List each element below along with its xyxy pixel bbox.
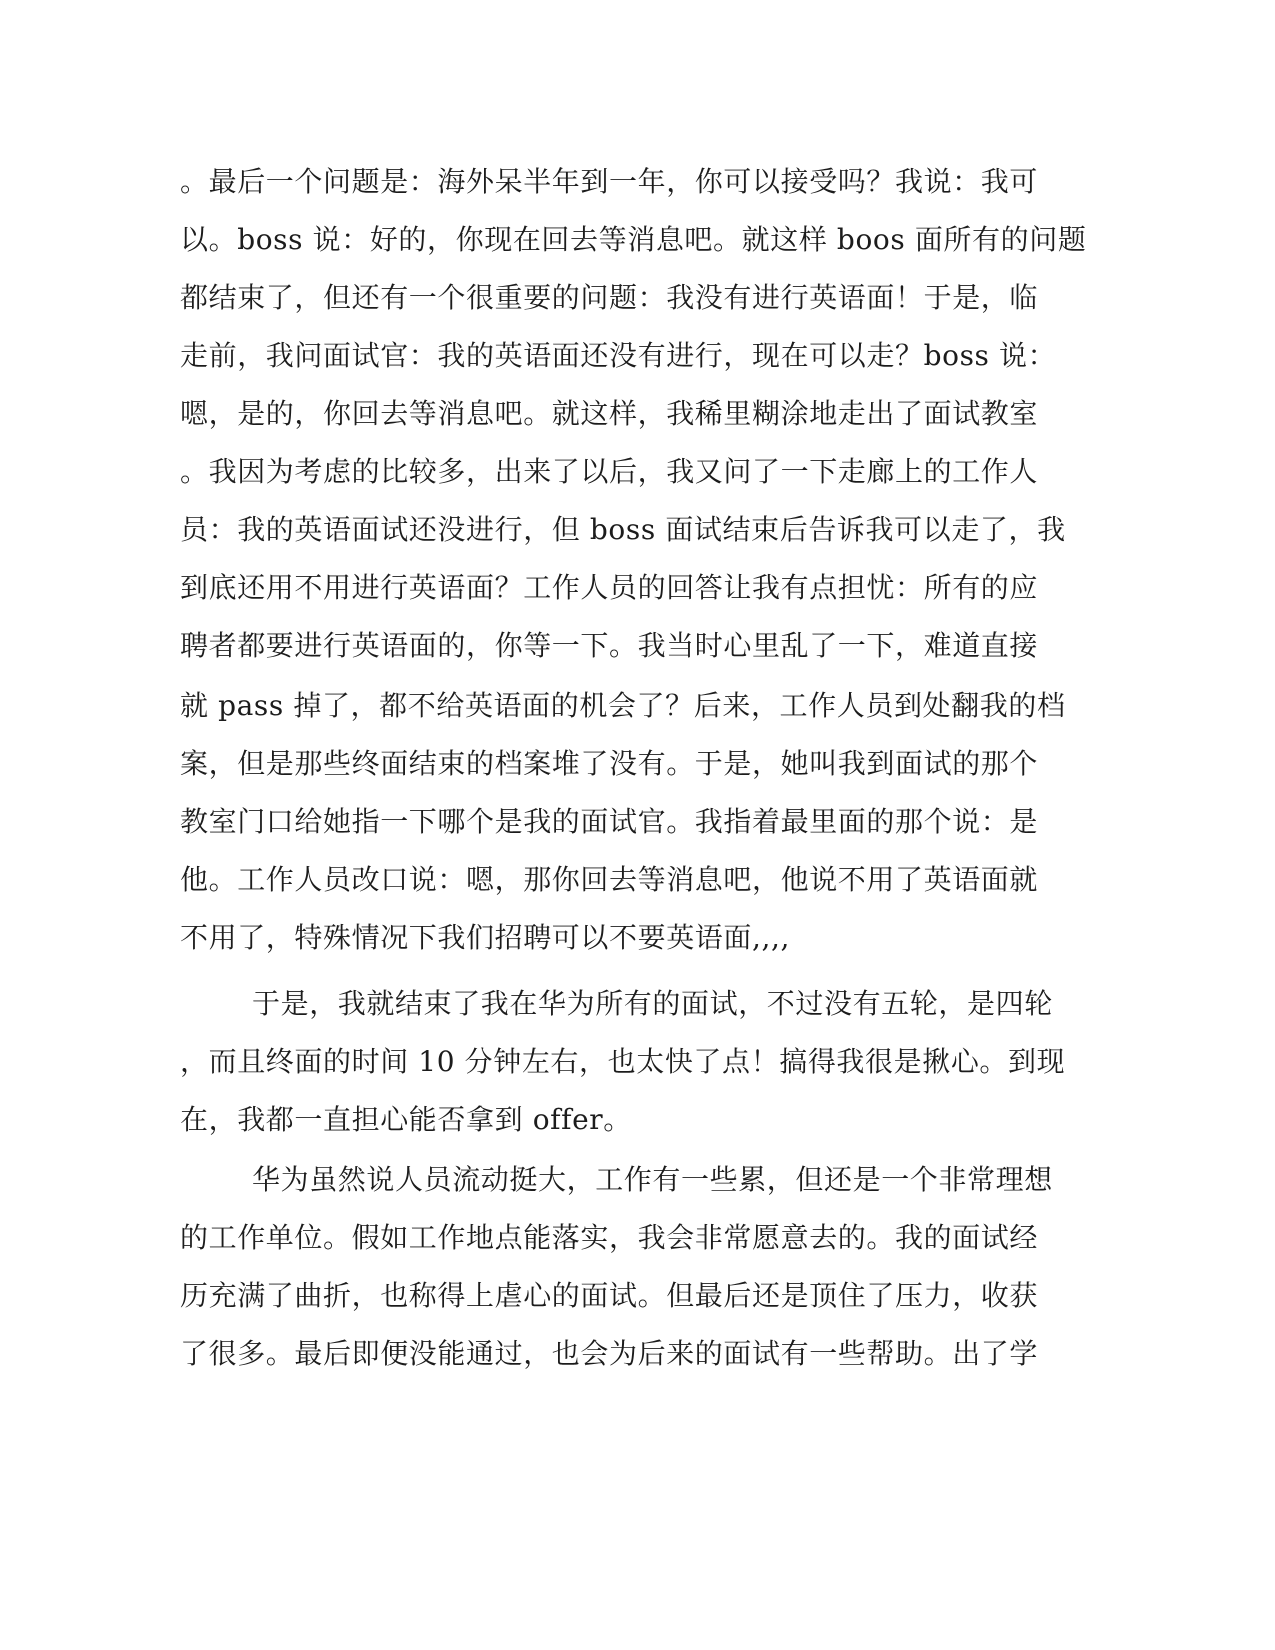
text-line: 的工作单位。假如工作地点能落实，我会非常愿意去的。我的面试经 <box>180 1221 1039 1254</box>
text-line: ，而且终面的时间 10 分钟左右，也太快了点！搞得我很是揪心。到现 <box>180 1045 1066 1078</box>
paragraph-first-line: 于是，我就结束了我在华为所有的面试，不过没有五轮，是四轮 <box>252 987 1053 1020</box>
text-line: 嗯，是的，你回去等消息吧。就这样，我稀里糊涂地走出了面试教室 <box>180 397 1039 430</box>
text-line: 。我因为考虑的比较多，出来了以后，我又问了一下走廊上的工作人 <box>180 455 1039 488</box>
paragraph-first-line: 华为虽然说人员流动挺大，工作有一些累，但还是一个非常理想 <box>252 1163 1053 1196</box>
text-line: 都结束了，但还有一个很重要的问题：我没有进行英语面！于是，临 <box>180 281 1039 314</box>
text-line: 不用了，特殊情况下我们招聘可以不要英语面,,,, <box>180 921 791 954</box>
text-line: 教室门口给她指一下哪个是我的面试官。我指着最里面的那个说：是 <box>180 805 1039 838</box>
text-line: 历充满了曲折，也称得上虐心的面试。但最后还是顶住了压力，收获 <box>180 1279 1039 1312</box>
text-line: 在，我都一直担心能否拿到 offer。 <box>180 1103 632 1136</box>
text-line: 走前，我问面试官：我的英语面还没有进行，现在可以走？boss 说： <box>180 339 1057 372</box>
text-line: 案，但是那些终面结束的档案堆了没有。于是，她叫我到面试的那个 <box>180 747 1039 780</box>
text-line: 到底还用不用进行英语面？工作人员的回答让我有点担忧：所有的应 <box>180 571 1039 604</box>
text-line: 以。boss 说：好的，你现在回去等消息吧。就这样 boos 面所有的问题 <box>180 223 1087 256</box>
text-line: 就 pass 掉了，都不给英语面的机会了？后来，工作人员到处翻我的档 <box>180 689 1066 722</box>
text-line: 了很多。最后即便没能通过，也会为后来的面试有一些帮助。出了学 <box>180 1337 1039 1370</box>
text-line: 员：我的英语面试还没进行，但 boss 面试结束后告诉我可以走了，我 <box>180 513 1066 546</box>
text-line: 。最后一个问题是：海外呆半年到一年，你可以接受吗？我说：我可 <box>180 165 1039 198</box>
text-line: 他。工作人员改口说：嗯，那你回去等消息吧，他说不用了英语面就 <box>180 863 1039 896</box>
text-line: 聘者都要进行英语面的，你等一下。我当时心里乱了一下，难道直接 <box>180 629 1039 662</box>
